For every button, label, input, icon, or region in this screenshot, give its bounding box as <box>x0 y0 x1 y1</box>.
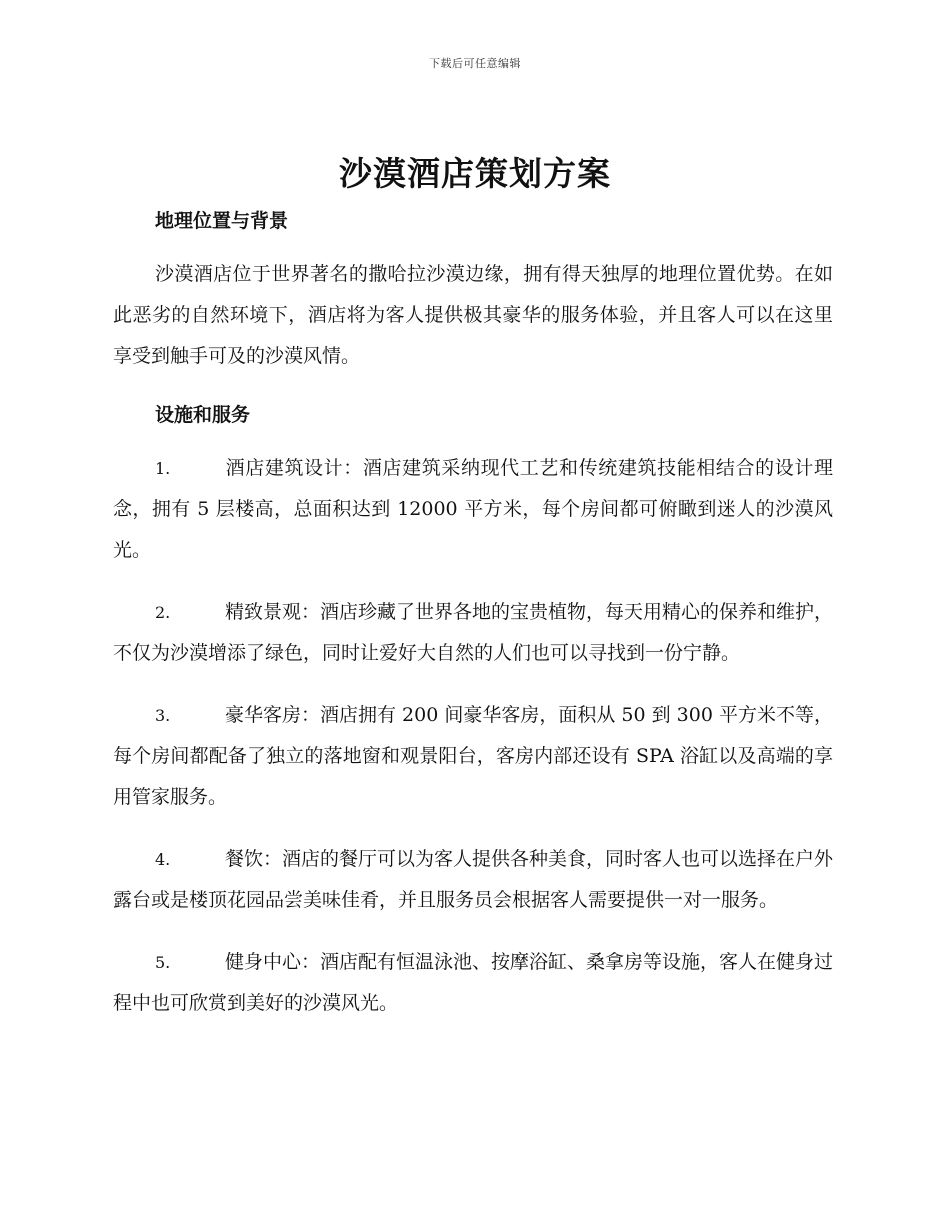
document-body <box>113 200 833 1024</box>
document-title: 沙漠酒店策划方案 <box>339 154 611 193</box>
list-item <box>113 592 833 674</box>
list-item-number: 4. <box>155 850 171 869</box>
section-heading-facilities: 设施和服务 <box>155 404 251 426</box>
list-item-text: 酒店建筑设计：酒店建筑采纳现代工艺和传统建筑技能相结合的设计理念，拥有 5 层楼高，总面积达到 12000 平方米，每个房间都可俯瞰到迷人的沙漠风光。 <box>113 457 833 561</box>
list-item-number: 3. <box>155 706 171 725</box>
list-item-text: 精致景观：酒店珍藏了世界各地的宝贵植物，每天用精心的保养和维护，不仅为沙漠增添了绿色，同时让爱好大自然的人们也可以寻找到一份宁静。 <box>113 601 834 664</box>
list-item-text: 健身中心：酒店配有恒温泳池、按摩浴缸、桑拿房等设施，客人在健身过程中也可欣赏到美好的沙漠风光。 <box>113 951 834 1014</box>
location-paragraph: 沙漠酒店位于世界著名的撒哈拉沙漠边缘，拥有得天独厚的地理位置优势。在如此恶劣的自然环境下，酒店将为客人提供极其豪华的服务体验，并且客人可以在这里享受到触手可及的沙漠风情。 <box>113 263 833 367</box>
list-item-number: 2. <box>155 603 171 622</box>
list-item <box>113 839 833 921</box>
section-heading-location: 地理位置与背景 <box>155 210 289 232</box>
list-item-text: 餐饮：酒店的餐厅可以为客人提供各种美食，同时客人也可以选择在户外露台或是楼顶花园品尝美味佳肴，并且服务员会根据客人需要提供一对一服务。 <box>113 848 834 911</box>
list-item-number: 5. <box>155 953 171 972</box>
list-item-text: 豪华客房：酒店拥有 200 间豪华客房，面积从 50 到 300 平方米不等，每个房间都配备了独立的落地窗和观景阳台，客房内部还设有 SPA 浴缸以及高端的享用管家服务。 <box>113 704 833 808</box>
list-item <box>113 695 833 818</box>
list-item-number: 1. <box>155 459 171 478</box>
list-item <box>113 448 833 571</box>
header-note: 下载后可任意编辑 <box>429 57 521 70</box>
list-item <box>113 942 833 1024</box>
